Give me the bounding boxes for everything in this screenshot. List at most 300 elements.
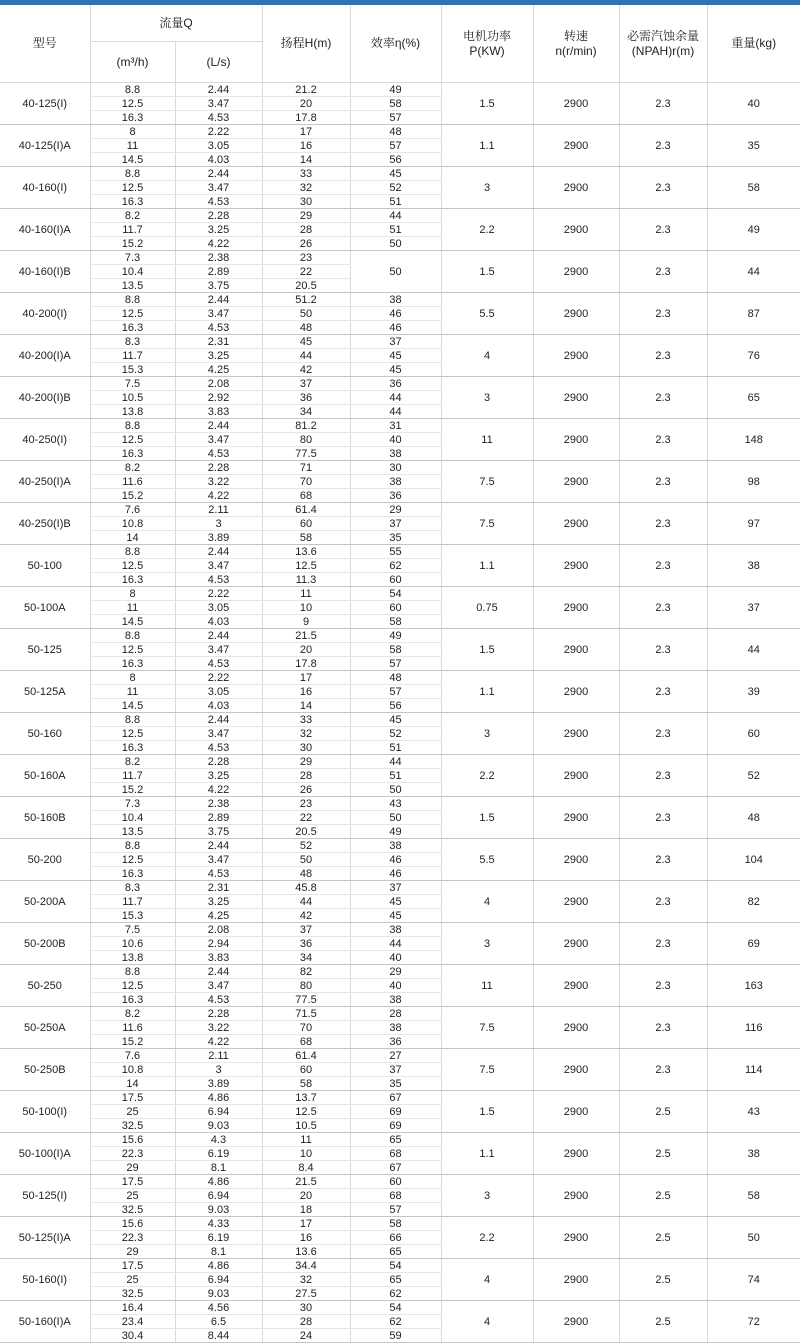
model-block: [0, 503, 800, 545]
model-cell: 50-250B: [0, 1049, 90, 1091]
flow-ls-cell: 3.83: [175, 405, 262, 419]
head-cell: 77.5: [262, 447, 350, 461]
flow-ls-cell: 4.53: [175, 195, 262, 209]
npsh-cell: 2.5: [619, 1259, 707, 1301]
head-cell: 28: [262, 1315, 350, 1329]
npsh-cell: 2.3: [619, 965, 707, 1007]
flow-m3h-cell: 8.2: [90, 209, 175, 223]
power-cell: 1.1: [441, 671, 533, 713]
efficiency-cell: 44: [350, 391, 441, 405]
spec-row: [0, 335, 800, 349]
power-cell: 11: [441, 965, 533, 1007]
npsh-header-line1: 必需汽蚀余量: [626, 28, 699, 43]
efficiency-cell: 44: [350, 937, 441, 951]
flow-m3h-cell: 12.5: [90, 559, 175, 573]
head-cell: 33: [262, 167, 350, 181]
power-header-line2: P(KW): [469, 43, 505, 58]
flow-ls-cell: 3.75: [175, 825, 262, 839]
flow-ls-cell: 4.22: [175, 489, 262, 503]
weight-cell: 40: [707, 83, 800, 125]
flow-ls-cell: 2.89: [175, 811, 262, 825]
efficiency-cell: 27: [350, 1049, 441, 1063]
head-cell: 18: [262, 1203, 350, 1217]
flow-ls-cell: 2.08: [175, 377, 262, 391]
col-header-efficiency: 效率η(%): [350, 5, 441, 83]
flow-m3h-cell: 29: [90, 1245, 175, 1259]
efficiency-cell: 62: [350, 1287, 441, 1301]
model-block: [0, 797, 800, 839]
speed-cell: 2900: [533, 587, 619, 629]
flow-m3h-cell: 12.5: [90, 97, 175, 111]
efficiency-cell: 48: [350, 671, 441, 685]
weight-cell: 116: [707, 1007, 800, 1049]
efficiency-cell: 29: [350, 503, 441, 517]
head-cell: 80: [262, 433, 350, 447]
efficiency-cell: 44: [350, 405, 441, 419]
flow-m3h-cell: 11: [90, 601, 175, 615]
efficiency-cell: 51: [350, 769, 441, 783]
model-cell: 50-200: [0, 839, 90, 881]
power-cell: 1.1: [441, 125, 533, 167]
model-block: [0, 83, 800, 125]
power-cell: 1.5: [441, 1091, 533, 1133]
flow-ls-cell: 4.3: [175, 1133, 262, 1147]
spec-row: [0, 755, 800, 769]
speed-cell: 2900: [533, 797, 619, 839]
head-cell: 60: [262, 1063, 350, 1077]
npsh-cell: 2.3: [619, 83, 707, 125]
speed-cell: 2900: [533, 1259, 619, 1301]
weight-cell: 82: [707, 881, 800, 923]
power-cell: 7.5: [441, 1049, 533, 1091]
speed-cell: 2900: [533, 419, 619, 461]
speed-cell: 2900: [533, 251, 619, 293]
efficiency-cell: 31: [350, 419, 441, 433]
col-header-power: [441, 5, 533, 83]
model-block: [0, 293, 800, 335]
flow-ls-cell: 3.05: [175, 685, 262, 699]
speed-cell: 2900: [533, 881, 619, 923]
flow-ls-cell: 3.25: [175, 895, 262, 909]
efficiency-cell: 46: [350, 307, 441, 321]
efficiency-cell: 56: [350, 699, 441, 713]
head-cell: 17: [262, 671, 350, 685]
efficiency-cell: 58: [350, 643, 441, 657]
npsh-cell: 2.3: [619, 125, 707, 167]
flow-m3h-cell: 13.8: [90, 951, 175, 965]
flow-ls-cell: 4.53: [175, 111, 262, 125]
flow-ls-cell: 2.22: [175, 125, 262, 139]
weight-cell: 148: [707, 419, 800, 461]
head-cell: 44: [262, 349, 350, 363]
spec-row: [0, 1007, 800, 1021]
head-cell: 32: [262, 1273, 350, 1287]
col-header-model: 型号: [0, 5, 90, 83]
flow-ls-cell: 2.28: [175, 755, 262, 769]
model-cell: 40-200(I)B: [0, 377, 90, 419]
efficiency-cell: 37: [350, 1063, 441, 1077]
flow-m3h-cell: 10.4: [90, 811, 175, 825]
head-cell: 27.5: [262, 1287, 350, 1301]
head-cell: 30: [262, 195, 350, 209]
col-header-flow-ls: (L/s): [175, 42, 262, 83]
flow-m3h-cell: 16.3: [90, 111, 175, 125]
model-cell: 50-160(I): [0, 1259, 90, 1301]
head-cell: 14: [262, 153, 350, 167]
head-cell: 48: [262, 321, 350, 335]
flow-ls-cell: 2.44: [175, 713, 262, 727]
head-cell: 20: [262, 1189, 350, 1203]
flow-m3h-cell: 8.8: [90, 545, 175, 559]
efficiency-cell: 67: [350, 1091, 441, 1105]
efficiency-cell: 57: [350, 685, 441, 699]
flow-ls-cell: 2.11: [175, 1049, 262, 1063]
spec-row: [0, 1133, 800, 1147]
flow-m3h-cell: 16.4: [90, 1301, 175, 1315]
efficiency-cell: 69: [350, 1105, 441, 1119]
model-cell: 50-125(I): [0, 1175, 90, 1217]
head-cell: 17: [262, 125, 350, 139]
model-cell: 50-200A: [0, 881, 90, 923]
power-cell: 0.75: [441, 587, 533, 629]
flow-m3h-cell: 8.8: [90, 965, 175, 979]
weight-cell: 65: [707, 377, 800, 419]
flow-ls-cell: 2.44: [175, 167, 262, 181]
head-cell: 70: [262, 1021, 350, 1035]
npsh-cell: 2.3: [619, 335, 707, 377]
npsh-cell: 2.3: [619, 461, 707, 503]
flow-m3h-cell: 23.4: [90, 1315, 175, 1329]
model-block: [0, 1091, 800, 1133]
flow-m3h-cell: 11.7: [90, 223, 175, 237]
flow-ls-cell: 6.5: [175, 1315, 262, 1329]
efficiency-cell: 55: [350, 545, 441, 559]
speed-cell: 2900: [533, 503, 619, 545]
flow-ls-cell: 4.86: [175, 1259, 262, 1273]
flow-ls-cell: 3.47: [175, 181, 262, 195]
flow-m3h-cell: 17.5: [90, 1175, 175, 1189]
model-cell: 50-100(I)A: [0, 1133, 90, 1175]
spec-row: [0, 1049, 800, 1063]
model-cell: 40-160(I)B: [0, 251, 90, 293]
flow-m3h-cell: 32.5: [90, 1203, 175, 1217]
flow-m3h-cell: 12.5: [90, 643, 175, 657]
npsh-cell: 2.5: [619, 1133, 707, 1175]
weight-cell: 38: [707, 545, 800, 587]
weight-cell: 60: [707, 713, 800, 755]
flow-ls-cell: 3.89: [175, 531, 262, 545]
flow-m3h-cell: 7.3: [90, 797, 175, 811]
model-block: [0, 1301, 800, 1343]
flow-ls-cell: 4.03: [175, 153, 262, 167]
efficiency-cell: 40: [350, 979, 441, 993]
model-cell: 50-125(I)A: [0, 1217, 90, 1259]
power-cell: 4: [441, 1301, 533, 1343]
flow-ls-cell: 2.44: [175, 419, 262, 433]
head-cell: 58: [262, 531, 350, 545]
efficiency-cell: 51: [350, 223, 441, 237]
head-cell: 30: [262, 1301, 350, 1315]
speed-cell: 2900: [533, 671, 619, 713]
head-cell: 77.5: [262, 993, 350, 1007]
head-cell: 16: [262, 1231, 350, 1245]
head-cell: 12.5: [262, 559, 350, 573]
model-cell: 50-200B: [0, 923, 90, 965]
flow-ls-cell: 4.53: [175, 573, 262, 587]
head-cell: 37: [262, 377, 350, 391]
speed-cell: 2900: [533, 1175, 619, 1217]
flow-ls-cell: 4.25: [175, 363, 262, 377]
flow-m3h-cell: 25: [90, 1105, 175, 1119]
head-cell: 23: [262, 797, 350, 811]
npsh-cell: 2.3: [619, 713, 707, 755]
flow-ls-cell: 4.53: [175, 657, 262, 671]
model-cell: 40-160(I): [0, 167, 90, 209]
head-cell: 29: [262, 209, 350, 223]
model-block: [0, 1049, 800, 1091]
npsh-cell: 2.3: [619, 251, 707, 293]
col-header-weight: 重量(kg): [707, 5, 800, 83]
head-cell: 20: [262, 643, 350, 657]
flow-ls-cell: 4.03: [175, 699, 262, 713]
efficiency-cell: 57: [350, 1203, 441, 1217]
flow-ls-cell: 2.44: [175, 545, 262, 559]
weight-cell: 49: [707, 209, 800, 251]
model-block: [0, 419, 800, 461]
model-block: [0, 1175, 800, 1217]
model-cell: 50-160B: [0, 797, 90, 839]
spec-row: [0, 797, 800, 811]
efficiency-cell: 36: [350, 489, 441, 503]
spec-row: [0, 587, 800, 601]
flow-m3h-cell: 15.3: [90, 909, 175, 923]
flow-m3h-cell: 17.5: [90, 1091, 175, 1105]
flow-ls-cell: 2.28: [175, 461, 262, 475]
power-cell: 4: [441, 881, 533, 923]
efficiency-cell: 40: [350, 951, 441, 965]
power-cell: 3: [441, 713, 533, 755]
head-cell: 68: [262, 489, 350, 503]
head-cell: 10: [262, 601, 350, 615]
pump-spec-table: [0, 5, 800, 1343]
flow-ls-cell: 8.44: [175, 1329, 262, 1343]
spec-row: [0, 713, 800, 727]
weight-cell: 39: [707, 671, 800, 713]
head-cell: 36: [262, 937, 350, 951]
head-cell: 13.6: [262, 1245, 350, 1259]
flow-m3h-cell: 11.7: [90, 769, 175, 783]
weight-cell: 43: [707, 1091, 800, 1133]
head-cell: 24: [262, 1329, 350, 1343]
head-cell: 52: [262, 839, 350, 853]
power-cell: 1.5: [441, 83, 533, 125]
efficiency-cell: 68: [350, 1147, 441, 1161]
efficiency-cell: 45: [350, 713, 441, 727]
flow-ls-cell: 4.22: [175, 783, 262, 797]
flow-ls-cell: 2.28: [175, 209, 262, 223]
spec-row: [0, 125, 800, 139]
model-block: [0, 251, 800, 293]
col-header-npsh: [619, 5, 707, 83]
flow-m3h-cell: 16.3: [90, 321, 175, 335]
flow-ls-cell: 2.44: [175, 83, 262, 97]
head-cell: 37: [262, 923, 350, 937]
model-cell: 50-125: [0, 629, 90, 671]
spec-row: [0, 1175, 800, 1189]
spec-row: [0, 1217, 800, 1231]
head-cell: 68: [262, 1035, 350, 1049]
flow-m3h-cell: 12.5: [90, 433, 175, 447]
weight-cell: 37: [707, 587, 800, 629]
head-cell: 32: [262, 181, 350, 195]
weight-cell: 52: [707, 755, 800, 797]
head-cell: 29: [262, 755, 350, 769]
flow-ls-cell: 2.94: [175, 937, 262, 951]
power-cell: 4: [441, 1259, 533, 1301]
flow-ls-cell: 3.89: [175, 1077, 262, 1091]
model-block: [0, 209, 800, 251]
flow-m3h-cell: 16.3: [90, 993, 175, 1007]
speed-header-line1: 转速: [563, 28, 588, 43]
flow-m3h-cell: 30.4: [90, 1329, 175, 1343]
spec-row: [0, 377, 800, 391]
head-cell: 71: [262, 461, 350, 475]
head-cell: 28: [262, 223, 350, 237]
head-cell: 10: [262, 1147, 350, 1161]
flow-ls-cell: 4.53: [175, 993, 262, 1007]
model-block: [0, 125, 800, 167]
model-block: [0, 755, 800, 797]
npsh-cell: 2.3: [619, 209, 707, 251]
flow-m3h-cell: 15.6: [90, 1217, 175, 1231]
flow-ls-cell: 6.94: [175, 1189, 262, 1203]
efficiency-cell: 29: [350, 965, 441, 979]
efficiency-cell: 36: [350, 1035, 441, 1049]
efficiency-cell: 38: [350, 293, 441, 307]
efficiency-cell: 51: [350, 195, 441, 209]
model-block: [0, 167, 800, 209]
head-cell: 13.6: [262, 545, 350, 559]
spec-row: [0, 545, 800, 559]
flow-ls-cell: 6.94: [175, 1105, 262, 1119]
flow-m3h-cell: 10.6: [90, 937, 175, 951]
flow-ls-cell: 3.47: [175, 853, 262, 867]
head-cell: 70: [262, 475, 350, 489]
head-cell: 82: [262, 965, 350, 979]
flow-ls-cell: 4.86: [175, 1175, 262, 1189]
flow-m3h-cell: 8.2: [90, 461, 175, 475]
col-header-head: 扬程H(m): [262, 5, 350, 83]
flow-m3h-cell: 13.8: [90, 405, 175, 419]
head-cell: 71.5: [262, 1007, 350, 1021]
head-cell: 81.2: [262, 419, 350, 433]
speed-cell: 2900: [533, 209, 619, 251]
flow-m3h-cell: 8.2: [90, 755, 175, 769]
head-cell: 21.2: [262, 83, 350, 97]
flow-m3h-cell: 7.6: [90, 503, 175, 517]
spec-row: [0, 419, 800, 433]
flow-m3h-cell: 25: [90, 1273, 175, 1287]
efficiency-cell: 50: [350, 811, 441, 825]
speed-cell: 2900: [533, 125, 619, 167]
head-cell: 16: [262, 139, 350, 153]
weight-cell: 44: [707, 251, 800, 293]
flow-m3h-cell: 10.4: [90, 265, 175, 279]
head-cell: 34: [262, 951, 350, 965]
flow-m3h-cell: 8: [90, 587, 175, 601]
flow-m3h-cell: 22.3: [90, 1231, 175, 1245]
flow-m3h-cell: 15.6: [90, 1133, 175, 1147]
flow-ls-cell: 3.47: [175, 979, 262, 993]
flow-ls-cell: 3.25: [175, 769, 262, 783]
head-cell: 17.8: [262, 657, 350, 671]
flow-ls-cell: 4.25: [175, 909, 262, 923]
flow-m3h-cell: 16.3: [90, 867, 175, 881]
efficiency-cell: 46: [350, 867, 441, 881]
power-cell: 7.5: [441, 503, 533, 545]
model-cell: 40-125(I)A: [0, 125, 90, 167]
model-block: [0, 965, 800, 1007]
flow-m3h-cell: 13.5: [90, 825, 175, 839]
efficiency-cell: 38: [350, 447, 441, 461]
efficiency-cell: 62: [350, 1315, 441, 1329]
power-cell: 2.2: [441, 755, 533, 797]
spec-row: [0, 1259, 800, 1273]
efficiency-cell: 49: [350, 629, 441, 643]
efficiency-cell: 44: [350, 209, 441, 223]
flow-ls-cell: 2.44: [175, 293, 262, 307]
head-cell: 42: [262, 909, 350, 923]
flow-m3h-cell: 16.3: [90, 195, 175, 209]
power-cell: 1.5: [441, 797, 533, 839]
flow-ls-cell: 4.53: [175, 447, 262, 461]
efficiency-cell: 43: [350, 797, 441, 811]
efficiency-cell: 48: [350, 125, 441, 139]
head-cell: 44: [262, 895, 350, 909]
weight-cell: 104: [707, 839, 800, 881]
flow-ls-cell: 3.47: [175, 643, 262, 657]
power-cell: 3: [441, 377, 533, 419]
model-block: [0, 587, 800, 629]
flow-m3h-cell: 7.5: [90, 377, 175, 391]
model-cell: 50-250A: [0, 1007, 90, 1049]
npsh-cell: 2.3: [619, 377, 707, 419]
speed-cell: 2900: [533, 755, 619, 797]
efficiency-cell: 44: [350, 755, 441, 769]
efficiency-cell: 38: [350, 475, 441, 489]
efficiency-cell: 58: [350, 1217, 441, 1231]
speed-cell: 2900: [533, 1301, 619, 1343]
efficiency-cell: 46: [350, 853, 441, 867]
flow-m3h-cell: 15.2: [90, 783, 175, 797]
efficiency-cell: 57: [350, 657, 441, 671]
spec-row: [0, 83, 800, 97]
power-cell: 7.5: [441, 461, 533, 503]
efficiency-cell: 65: [350, 1245, 441, 1259]
power-cell: 5.5: [441, 293, 533, 335]
flow-m3h-cell: 14: [90, 1077, 175, 1091]
power-cell: 3: [441, 923, 533, 965]
spec-row: [0, 251, 800, 265]
weight-cell: 74: [707, 1259, 800, 1301]
flow-m3h-cell: 8.8: [90, 629, 175, 643]
flow-m3h-cell: 32.5: [90, 1119, 175, 1133]
flow-m3h-cell: 15.2: [90, 489, 175, 503]
head-cell: 21.5: [262, 629, 350, 643]
npsh-cell: 2.5: [619, 1175, 707, 1217]
head-cell: 20.5: [262, 825, 350, 839]
flow-m3h-cell: 16.3: [90, 741, 175, 755]
